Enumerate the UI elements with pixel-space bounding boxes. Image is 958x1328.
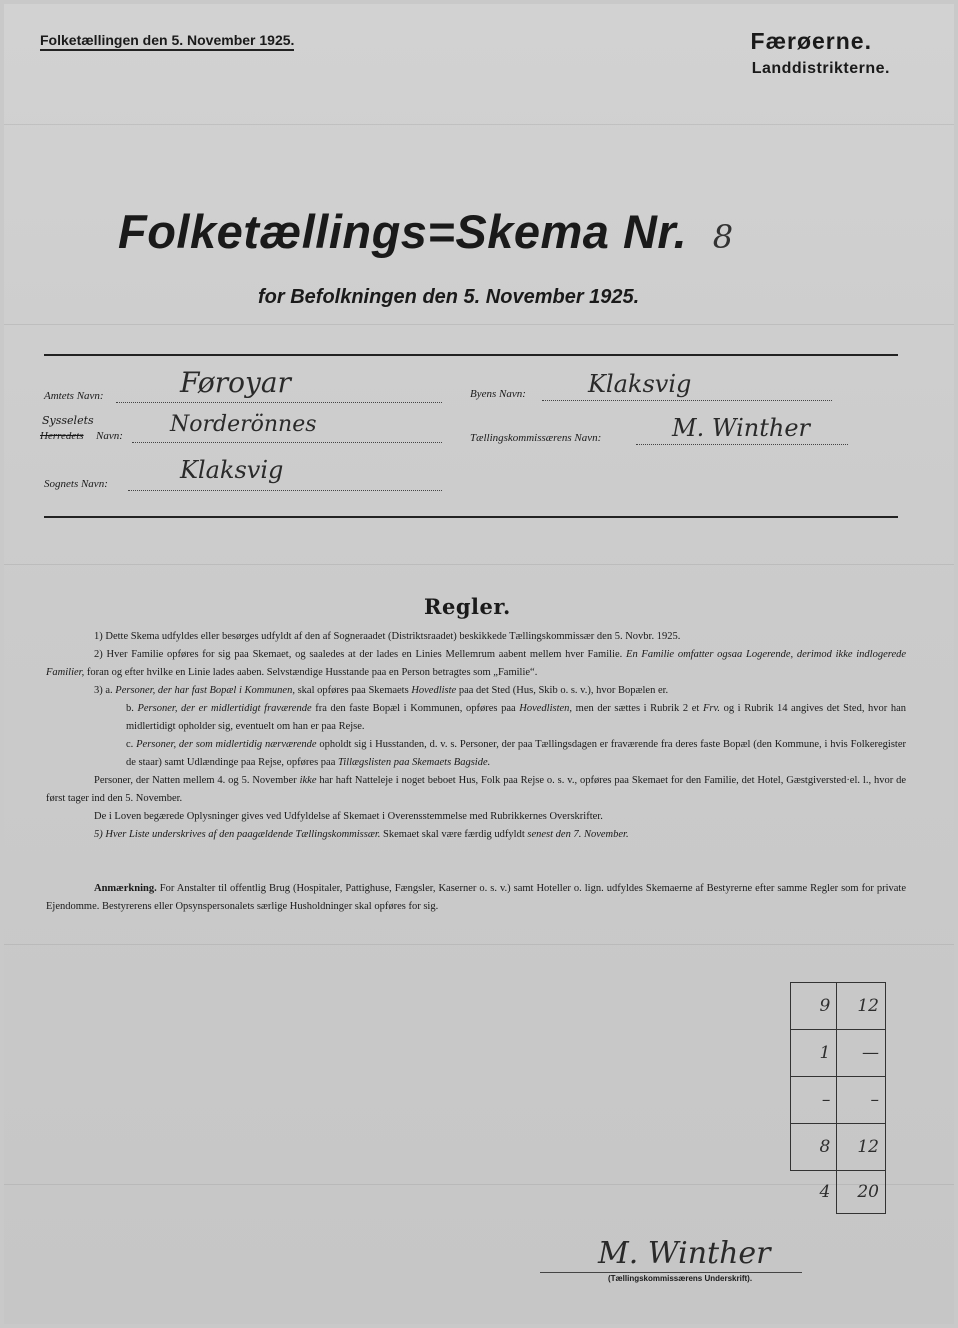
rule-2-part-a: 2) Hver Familie opføres for sig paa Skemaet, og saaledes at der lades en Linies Mellemrum aabent mellem hver Familie. — [94, 649, 623, 660]
tally-cell: — — [837, 1030, 886, 1077]
rule-3c-italic-2: Tillægslisten paa Skemaets Bagside. — [337, 757, 491, 768]
rule-2-part-c: foran og efter hvilke en Linie lades aaben. Selvstændige Husstande paa en Person betragtes som „Familie“. — [86, 667, 538, 678]
rule-4-italic: ikke — [299, 775, 317, 786]
sogn-label: Sognets Navn: — [44, 478, 108, 490]
komm-value-handwritten: M. Winther — [672, 414, 810, 442]
district-type-header: Landdistrikterne. — [751, 60, 890, 77]
rule-3a-text-2: paa det Sted (Hus, Skib o. s. v.), hvor Bopælen er. — [458, 685, 669, 696]
form-subtitle: for Befolkningen den 5. November 1925. — [258, 286, 640, 308]
rule-3a-text-1: skal opføres paa Skemaets — [297, 685, 409, 696]
tally-row — [791, 1124, 886, 1171]
region-header: Færøerne. — [750, 28, 872, 54]
rule-3c: c. Personer, der som midlertidig nærværende opholdt sig i Husstanden, d. v. s. Personer, der paa Tællingsdagen er fraværende fra deres faste Bopæl (den Kommune, i hvis Folkeregister de staar) samt Udlændinge paa Rejse, opføres paa Tillægslisten paa Skemaets Bagside. — [126, 739, 906, 768]
herred-struck-label: Herredets — [40, 430, 84, 442]
by-line — [542, 400, 832, 401]
remark-label: Anmærkning. — [94, 883, 157, 894]
rule-6-italic-2: senest den 7. November. — [527, 829, 629, 840]
signature-line — [540, 1272, 802, 1273]
rule-6-italic: 5) Hver Liste underskrives af den paagældende Tællingskommissær. — [94, 829, 381, 840]
census-date-header: Folketællingen den 5. November 1925. — [40, 32, 294, 51]
signature-caption: (Tællingskommissærens Underskrift). — [608, 1274, 753, 1283]
rule-2-part-b: En Familie omfatter ogsaa Logerende, derimod ikke indlogerede Familier, — [46, 649, 907, 678]
tally-cell: 12 — [837, 983, 886, 1030]
by-label: Byens Navn: — [470, 388, 526, 400]
form-title — [118, 204, 734, 259]
tally-total-cell: 4 — [819, 1182, 831, 1203]
rule-3b-text-3: og i Rubrik 14 angives det Sted, hvor han midlertidigt opholder sig, eventuelt om han er paa Rejse. — [126, 703, 907, 732]
amt-value-handwritten: Føroyar — [180, 366, 291, 399]
rule-4 — [46, 772, 906, 808]
rule-3b-italic-3: Frv. — [702, 703, 720, 714]
amt-line — [116, 402, 442, 403]
rules-heading: Regler. — [424, 594, 511, 619]
tally-total-cell: 20 — [837, 1171, 886, 1214]
tally-cell: – — [791, 1077, 837, 1124]
rule-3b-text-1: fra den faste Bopæl i Kommunen, opføres paa — [315, 703, 516, 714]
tally-row — [791, 1030, 886, 1077]
form-number-handwritten: 8 — [712, 218, 734, 256]
rule-3c-italic: Personer, der som midlertidig nærværende — [136, 739, 317, 750]
rule-6-text: Skemaet skal være færdig udfyldt — [383, 829, 525, 840]
tally-cell: 12 — [837, 1124, 886, 1171]
tally-cell: – — [837, 1077, 886, 1124]
amt-label: Amtets Navn: — [44, 390, 104, 402]
signature-handwritten: M. Winther — [598, 1236, 771, 1271]
herred-label: Navn: — [96, 430, 123, 442]
rule-6 — [46, 826, 906, 844]
rule-1: 1) Dette Skema udfyldes eller besørges udfyldt af den af Sogneraadet (Distriktsraadet) beskikkede Tællingskommissær den 5. Novbr. 1925. — [94, 631, 681, 642]
top-rule — [44, 354, 898, 356]
tally-total-row — [791, 1171, 886, 1214]
tally-row — [791, 983, 886, 1030]
sogn-value-handwritten: Klaksvig — [180, 456, 284, 484]
rule-4-text-1: Personer, der Natten mellem 4. og 5. November — [94, 775, 297, 786]
tally-box — [790, 982, 886, 1214]
rule-2 — [46, 646, 906, 682]
rule-3a-italic: Personer, der har fast Bopæl i Kommunen, — [115, 685, 295, 696]
form-title-text: Folketællings=Skema Nr. — [118, 205, 688, 258]
remark-paragraph — [46, 880, 906, 916]
rule-3b-text-2: men der sættes i Rubrik 2 et — [575, 703, 700, 714]
herred-line — [132, 442, 442, 443]
tally-cell: 9 — [791, 983, 837, 1030]
rule-3b-italic-2: Hovedlisten, — [519, 703, 573, 714]
sogn-line — [128, 490, 442, 491]
rule-5: De i Loven begærede Oplysninger gives ved Udfyldelse af Skemaet i Overensstemmelse med Rubrikkernes Overskrifter. — [94, 811, 603, 822]
rule-3b-italic: Personer, der er midlertidigt fraværende — [137, 703, 312, 714]
rule-3b: b. Personer, der er midlertidigt fraværende fra den faste Bopæl i Kommunen, opføres paa Hovedlisten, men der sættes i Rubrik 2 et Frv. og i Rubrik 14 angives det Sted, hvor han midlertidigt opholder sig, eventuelt om han er paa Rejse. — [126, 703, 907, 732]
komm-line — [636, 444, 848, 445]
tally-cell: 8 — [791, 1124, 837, 1171]
rules-text — [46, 628, 906, 844]
komm-label: Tællingskommissærens Navn: — [470, 432, 602, 444]
remark-text: For Anstalter til offentlig Brug (Hospitaler, Pattighuse, Fængsler, Kaserner o. s. v.) samt Hoteller o. lign. udfyldes Skemaerne af Bestyrerne efter samme Regler som for private Ejendomme. Bestyrerens eller Opsynspersonalets særlige Husholdninger skal opføres for sig. — [46, 883, 906, 912]
census-form-page — [4, 4, 954, 1324]
rule-4-text-2: har haft Natteleje i noget beboet Hus, Folk paa Rejse o. s. v., opføres paa Skemaet for den Familie, det Hotel, Gæstgiversted·el. l., hvor de først tager ind den 5. November. — [46, 775, 907, 804]
bottom-rule — [44, 516, 898, 518]
rule-3c-text-1: opholdt sig i Husstanden, d. v. s. Personer, der paa Tællingsdagen er fraværende fra deres faste Bopæl (den Kommune, i hvis Folkeregister de staar) samt Udlændinge paa Rejse, opføres paa — [126, 739, 906, 768]
herred-value-handwritten: Norderönnes — [170, 412, 317, 437]
tally-row — [791, 1077, 886, 1124]
by-value-handwritten: Klaksvig — [588, 370, 692, 398]
rule-3a-italic-2: Hovedliste — [411, 685, 457, 696]
rule-3a: 3) a. Personer, der har fast Bopæl i Kommunen, skal opføres paa Skemaets Hovedliste paa det Sted (Hus, Skib o. s. v.), hvor Bopælen er. — [94, 685, 669, 696]
herred-replacement-handwritten: Sysselets — [42, 414, 94, 427]
tally-cell: 1 — [791, 1030, 837, 1077]
